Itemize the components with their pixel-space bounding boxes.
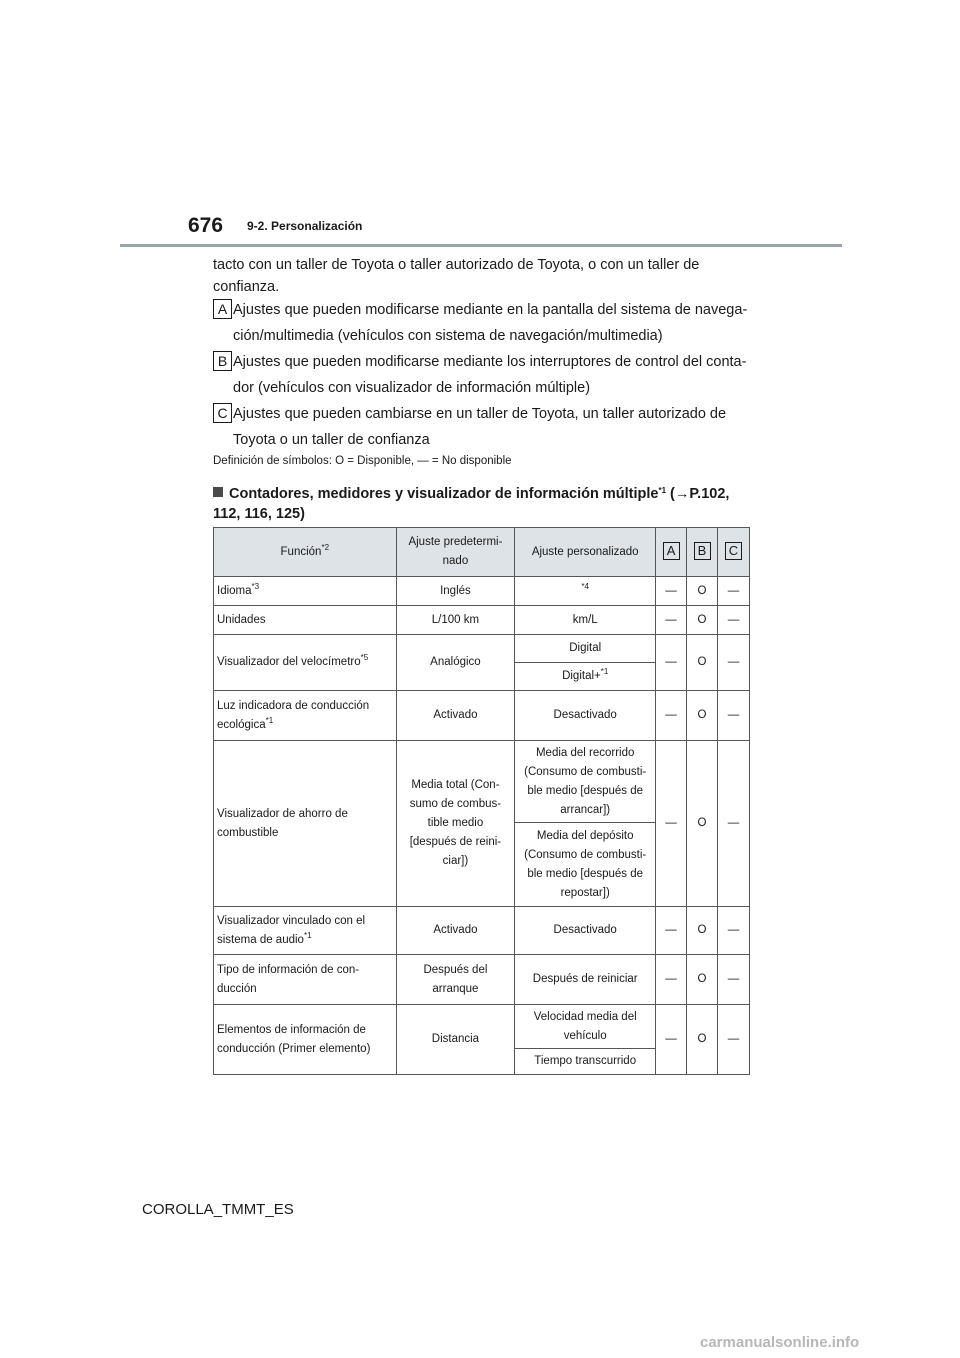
cell-custom: *4 bbox=[515, 577, 656, 606]
table-row bbox=[214, 907, 750, 955]
note-b-line1: Ajustes que pueden modificarse mediante los interruptores de control del conta- bbox=[233, 354, 747, 370]
cell-a: — bbox=[656, 955, 687, 1005]
header-col-c: C bbox=[718, 528, 750, 577]
subheading-text: Contadores, medidores y visualizador de información múltiple bbox=[229, 486, 659, 502]
table-row bbox=[214, 606, 750, 635]
cell-b: O bbox=[687, 635, 718, 691]
cell-c: — bbox=[718, 1005, 750, 1075]
cell-function: Visualizador vinculado con el sistema de audio$^{*1}$ bbox=[214, 907, 397, 955]
cell-b: O bbox=[687, 955, 718, 1005]
cell-default: Activado bbox=[396, 691, 515, 741]
cell-b: O bbox=[687, 691, 718, 741]
table-row bbox=[214, 635, 750, 663]
header-col-b: B bbox=[687, 528, 718, 577]
document-code: COROLLA_TMMT_ES bbox=[142, 1201, 294, 1218]
cell-a: — bbox=[656, 741, 687, 907]
header-function: Función$^{*2}$ bbox=[214, 528, 397, 577]
cell-a: — bbox=[656, 1005, 687, 1075]
cell-a: — bbox=[656, 907, 687, 955]
subsection-heading bbox=[213, 484, 758, 524]
note-a-line1: Ajustes que pueden modificarse mediante en la pantalla del sistema de navega- bbox=[233, 302, 748, 318]
table-row bbox=[214, 577, 750, 606]
header-default: Ajuste predetermi-nado bbox=[396, 528, 515, 577]
cell-default: Analógico bbox=[396, 635, 515, 691]
cell-b: O bbox=[687, 907, 718, 955]
subheading-page-ref: (→P.102, 112, 116, 125) bbox=[213, 486, 730, 522]
intro-paragraph: tacto con un taller de Toyota o taller autorizado de Toyota, o con un taller de confianza. bbox=[213, 257, 700, 295]
cell-c: — bbox=[718, 741, 750, 907]
cell-function: Unidades bbox=[214, 606, 397, 635]
cell-default: Activado bbox=[396, 907, 515, 955]
cell-default: Distancia bbox=[396, 1005, 515, 1075]
cell-c: — bbox=[718, 635, 750, 691]
table-row bbox=[214, 1005, 750, 1049]
table-row bbox=[214, 955, 750, 1005]
table-row bbox=[214, 741, 750, 823]
note-c-line2: Toyota o un taller de confianza bbox=[233, 432, 430, 448]
section-title: 9-2. Personalización bbox=[247, 219, 363, 233]
cell-custom: Desactivado bbox=[515, 691, 656, 741]
cell-function: Idioma$^{*3}$ bbox=[214, 577, 397, 606]
cell-c: — bbox=[718, 606, 750, 635]
box-c-label: C bbox=[213, 403, 232, 423]
watermark: carmanualsonline.info bbox=[700, 1334, 860, 1351]
cell-function: Elementos de información de conducción (Primer elemento) bbox=[214, 1005, 397, 1075]
cell-a: — bbox=[656, 577, 687, 606]
cell-default: L/100 km bbox=[396, 606, 515, 635]
header-custom: Ajuste personalizado bbox=[515, 528, 656, 577]
cell-custom: Desactivado bbox=[515, 907, 656, 955]
note-b-line2: dor (vehículos con visualizador de información múltiple) bbox=[233, 380, 591, 396]
cell-custom: Velocidad media del vehículo bbox=[515, 1005, 656, 1049]
box-b-label: B bbox=[213, 351, 232, 371]
table-header-row bbox=[214, 528, 750, 577]
cell-a: — bbox=[656, 691, 687, 741]
subheading-footnote: *1 bbox=[658, 486, 667, 495]
square-bullet-icon bbox=[213, 487, 223, 497]
cell-custom: Digital bbox=[515, 635, 656, 663]
cell-b: O bbox=[687, 1005, 718, 1075]
cell-a: — bbox=[656, 606, 687, 635]
cell-custom: Media del recorrido (Consumo de combusti- ble medio [después de arrancar]) bbox=[515, 741, 656, 823]
table-row bbox=[214, 691, 750, 741]
cell-c: — bbox=[718, 907, 750, 955]
cell-custom: km/L bbox=[515, 606, 656, 635]
cell-b: O bbox=[687, 741, 718, 907]
note-c-line1: Ajustes que pueden cambiarse en un taller de Toyota, un taller autorizado de bbox=[233, 406, 727, 422]
cell-function: Tipo de información de con- ducción bbox=[214, 955, 397, 1005]
cell-c: — bbox=[718, 691, 750, 741]
cell-function: Visualizador de ahorro de combustible bbox=[214, 741, 397, 907]
cell-custom: Digital+$^{*1}$ bbox=[515, 663, 656, 691]
settings-table bbox=[213, 527, 750, 1075]
cell-c: — bbox=[718, 955, 750, 1005]
cell-b: O bbox=[687, 606, 718, 635]
box-a-label: A bbox=[213, 299, 232, 319]
cell-default: Después del arranque bbox=[396, 955, 515, 1005]
cell-custom: Después de reiniciar bbox=[515, 955, 656, 1005]
header-col-a: A bbox=[656, 528, 687, 577]
symbol-definition: Definición de símbolos: O = Disponible, — = No disponible bbox=[213, 455, 512, 467]
cell-default: Media total (Con- sumo de combus- tible medio [después de reini- ciar]) bbox=[396, 741, 515, 907]
cell-a: — bbox=[656, 635, 687, 691]
cell-default: Inglés bbox=[396, 577, 515, 606]
cell-custom: Tiempo transcurrido bbox=[515, 1049, 656, 1075]
cell-b: O bbox=[687, 577, 718, 606]
note-a-line2: ción/multimedia (vehículos con sistema de navegación/multimedia) bbox=[233, 328, 663, 344]
cell-function: Luz indicadora de conducción ecológica$^{*1}$ bbox=[214, 691, 397, 741]
header-divider bbox=[120, 244, 842, 247]
page-number: 676 bbox=[188, 214, 224, 237]
cell-c: — bbox=[718, 577, 750, 606]
cell-function: Visualizador del velocímetro$^{*5}$ bbox=[214, 635, 397, 691]
cell-custom: Media del depósito (Consumo de combusti- ble medio [después de repostar]) bbox=[515, 823, 656, 907]
